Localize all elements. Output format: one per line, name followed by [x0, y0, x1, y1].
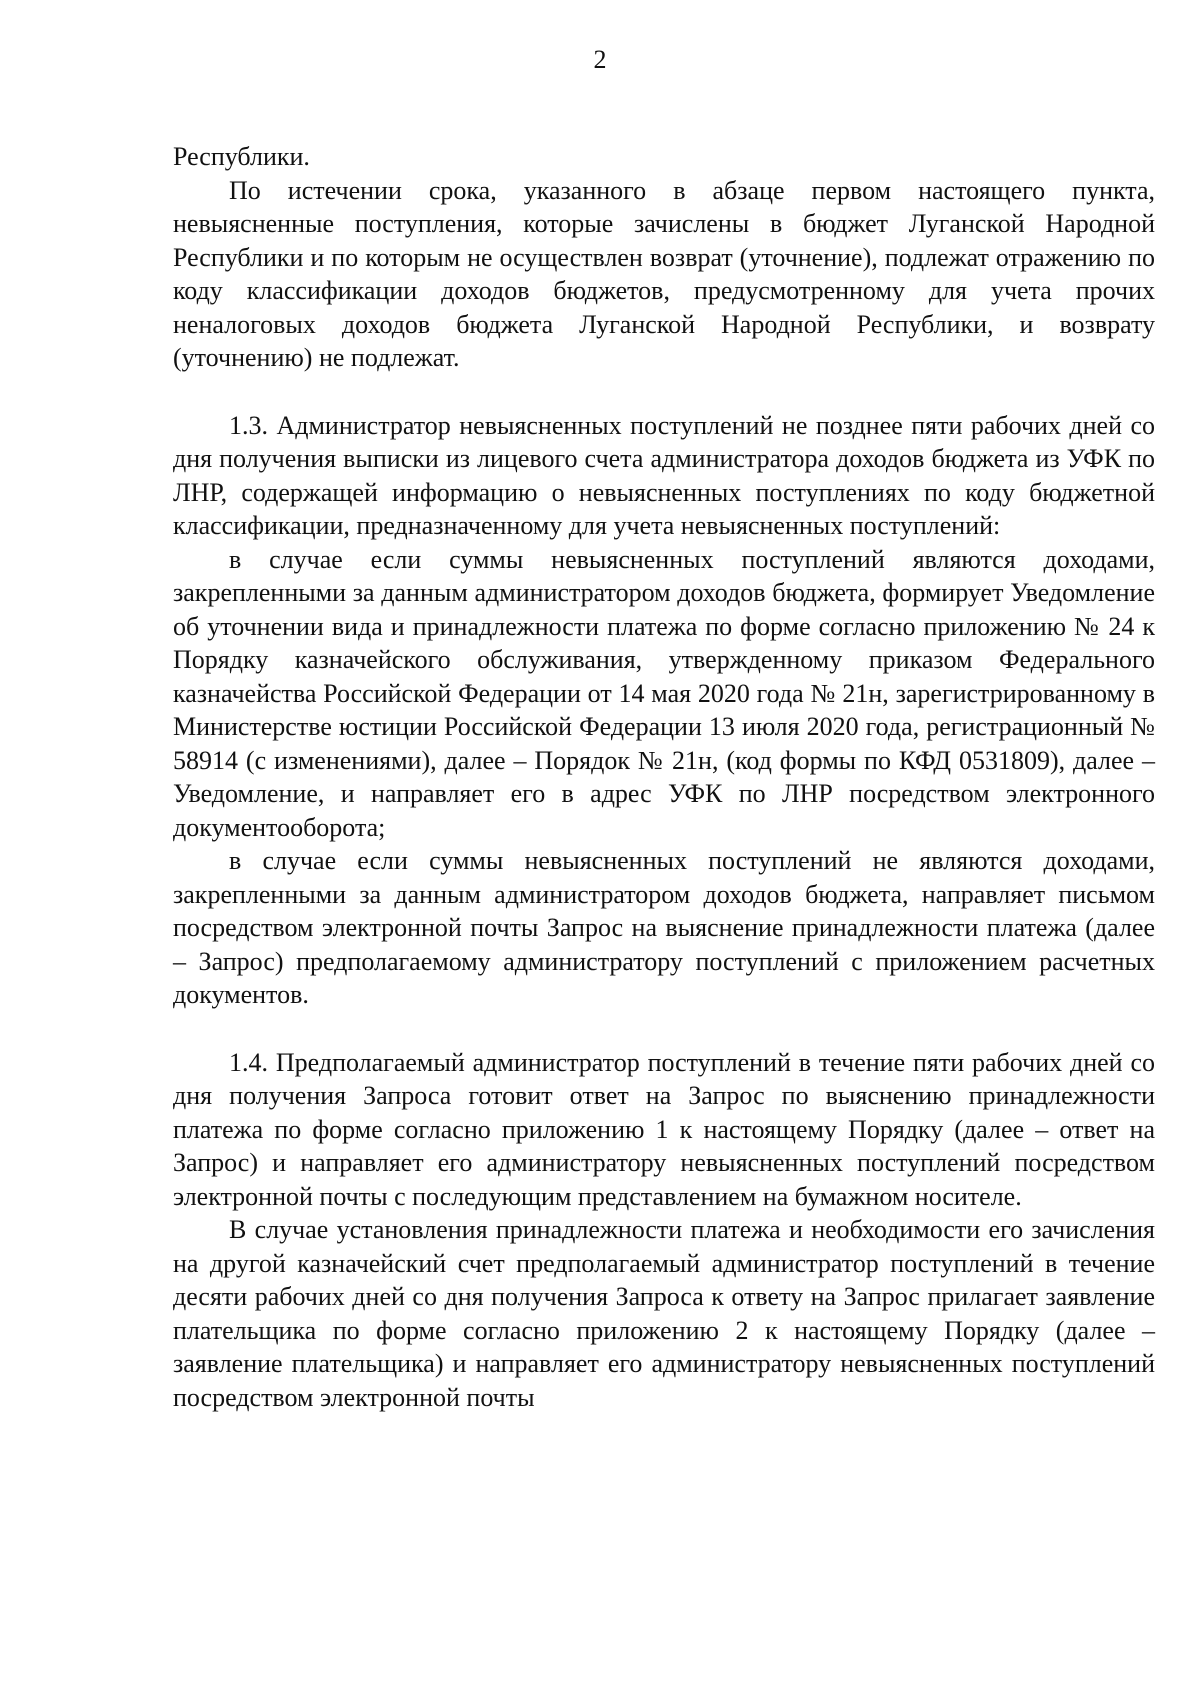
- paragraph-continuation: Республики.: [173, 142, 310, 171]
- section-gap: [173, 375, 1155, 409]
- paragraph-clause-1-3: 1.3. Администратор невыясненных поступлений не позднее пяти рабочих дней со дня получения выписки из лицевого счета администратора доходов бюджета из УФК по ЛНР, содержащей информацию о невыясненных поступлениях по коду бюджетной классификации, предназначенному для учета невыясненных поступлений:: [173, 410, 1155, 540]
- paragraph-case-income: в случае если суммы невыясненных поступлений являются доходами, закрепленными за данным администратором доходов бюджета, формирует Уведомление об уточнении вида и принадлежности платежа по форме согласно приложению № 24 к Порядку казначейского обслуживания, утвержденному приказом Федерального казначейства Российской Федерации от 14 мая 2020 года № 21н, зарегистрированному в Министерстве юстиции Российской Федерации 13 июля 2020 года, регистрационный № 58914 (с изменениями), далее – Порядок № 21н, (код формы по КФД 0531809), далее – Уведомление, и направляет его в адрес УФК по ЛНР посредством электронного документооборота;: [173, 544, 1155, 842]
- paragraph-clause-1-4: 1.4. Предполагаемый администратор поступлений в течение пяти рабочих дней со дня получения Запроса готовит ответ на Запрос по выяснению принадлежности платежа по форме согласно приложению 1 к настоящему Порядку (далее – ответ на Запрос) и направляет его администратору невыясненных поступлений посредством электронной почты с последующим представлением на бумажном носителе.: [173, 1047, 1155, 1211]
- paragraph-case-not-income: в случае если суммы невыясненных поступлений не являются доходами, закрепленными за данным администратором доходов бюджета, направляет письмом посредством электронной почты Запрос на выяснение принадлежности платежа (далее – Запрос) предполагаемому администратору поступлений с приложением расчетных документов.: [173, 846, 1155, 1009]
- section-gap: [173, 1012, 1155, 1046]
- paragraph-unclarified-receipts: По истечении срока, указанного в абзаце первом настоящего пункта, невыясненные поступления, которые зачислены в бюджет Луганской Народной Республики и по которым не осуществлен возврат (уточнение), подлежат отражению по коду классификации доходов бюджетов, предусмотренному для учета прочих неналоговых доходов бюджета Луганской Народной Республики, и возврату (уточнению) не подлежат.: [173, 175, 1155, 372]
- paragraph-payment-ownership: В случае установления принадлежности платежа и необходимости его зачисления на другой казначейский счет предполагаемый администратор поступлений в течение десяти рабочих дней со дня получения Запроса к ответу на Запрос прилагает заявление плательщика по форме согласно приложению 2 к настоящему Порядку (далее – заявление плательщика) и направляет его администратору невыясненных поступлений посредством электронной почты: [173, 1215, 1155, 1412]
- document-body: [173, 140, 1155, 1414]
- page-number: 2: [593, 45, 607, 74]
